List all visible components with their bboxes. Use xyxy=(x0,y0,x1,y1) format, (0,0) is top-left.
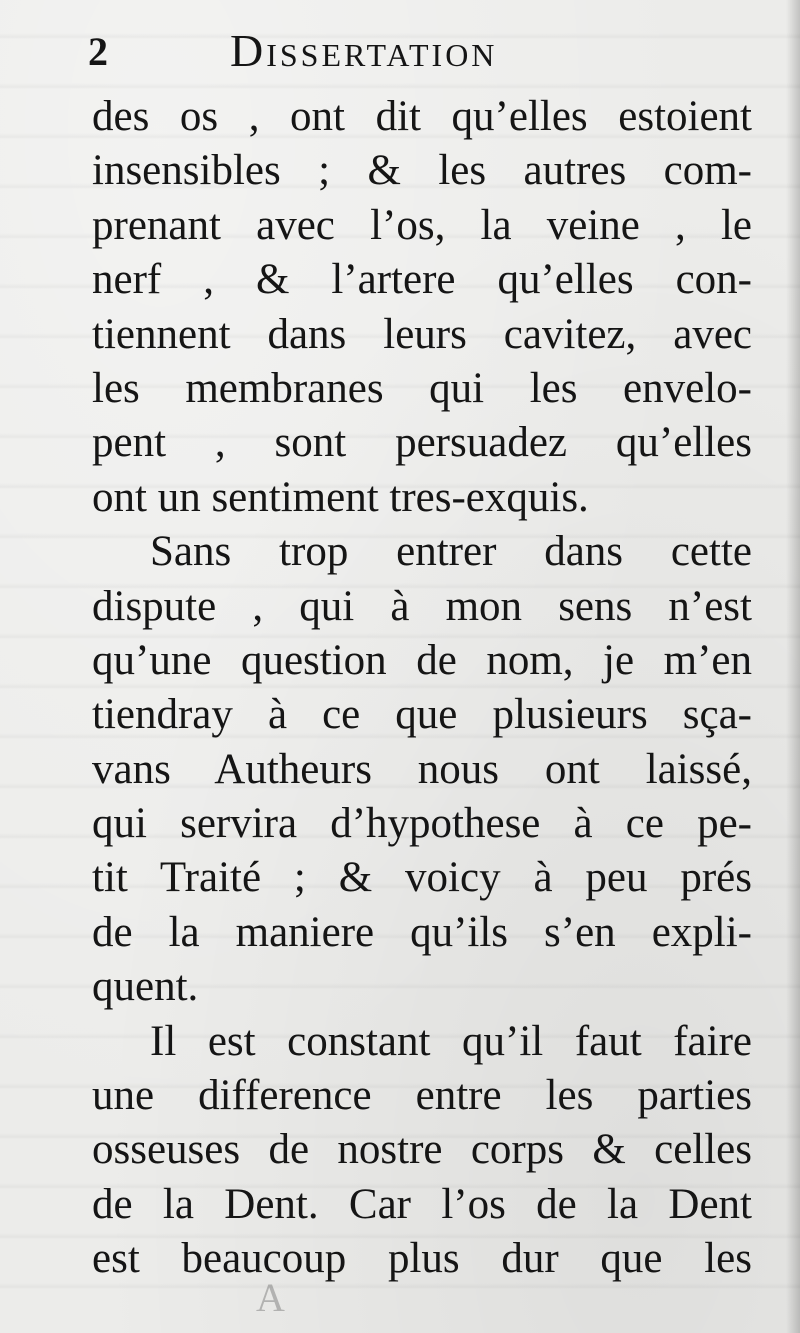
text-line: de la Dent. Car l’os de la Dent xyxy=(92,1180,752,1228)
text-line: dispute , qui à mon sens n’est xyxy=(92,582,752,630)
text-line: est beaucoup plus dur que les xyxy=(92,1235,752,1283)
text-line: vans Autheurs nous ont laissé, xyxy=(92,745,752,793)
text-line: une difference entre les parties xyxy=(92,1072,752,1120)
text-line: nerf , & l’artere qu’elles con- xyxy=(92,256,752,304)
text-line: prenant avec l’os, la veine , le xyxy=(92,201,752,249)
text-line: quent. xyxy=(92,963,199,1011)
page-edge-shadow xyxy=(786,0,800,1333)
text-line: des os , ont dit qu’elles estoient xyxy=(92,93,752,140)
text-line: qu’une question de nom, je m’en xyxy=(92,636,752,684)
body-text xyxy=(92,90,752,1287)
text-line: pent , sont persuadez qu’elles xyxy=(92,419,752,467)
page-number: 2 xyxy=(88,29,108,74)
text-line: insensibles ; & les autres com- xyxy=(92,147,752,195)
text-line: tit Traité ; & voicy à peu prés xyxy=(92,854,752,902)
signature-mark: A xyxy=(256,1275,285,1320)
running-title: Dissertation xyxy=(230,25,498,76)
paragraph-first-line: Sans trop entrer dans cette xyxy=(150,528,752,576)
page-header xyxy=(88,22,748,82)
text-line: ont un sentiment tres-exquis. xyxy=(92,473,589,521)
text-line: qui servira d’hypothese à ce pe- xyxy=(92,800,752,848)
text-line: tiendray à ce que plusieurs sça- xyxy=(92,691,752,739)
text-line: les membranes qui les envelo- xyxy=(92,364,752,412)
paragraph-first-line: Il est constant qu’il faut faire xyxy=(150,1017,752,1065)
text-line: osseuses de nostre corps & celles xyxy=(92,1126,752,1174)
text-line: tiennent dans leurs cavitez, avec xyxy=(92,310,752,358)
text-line: de la maniere qu’ils s’en expli- xyxy=(92,908,752,956)
